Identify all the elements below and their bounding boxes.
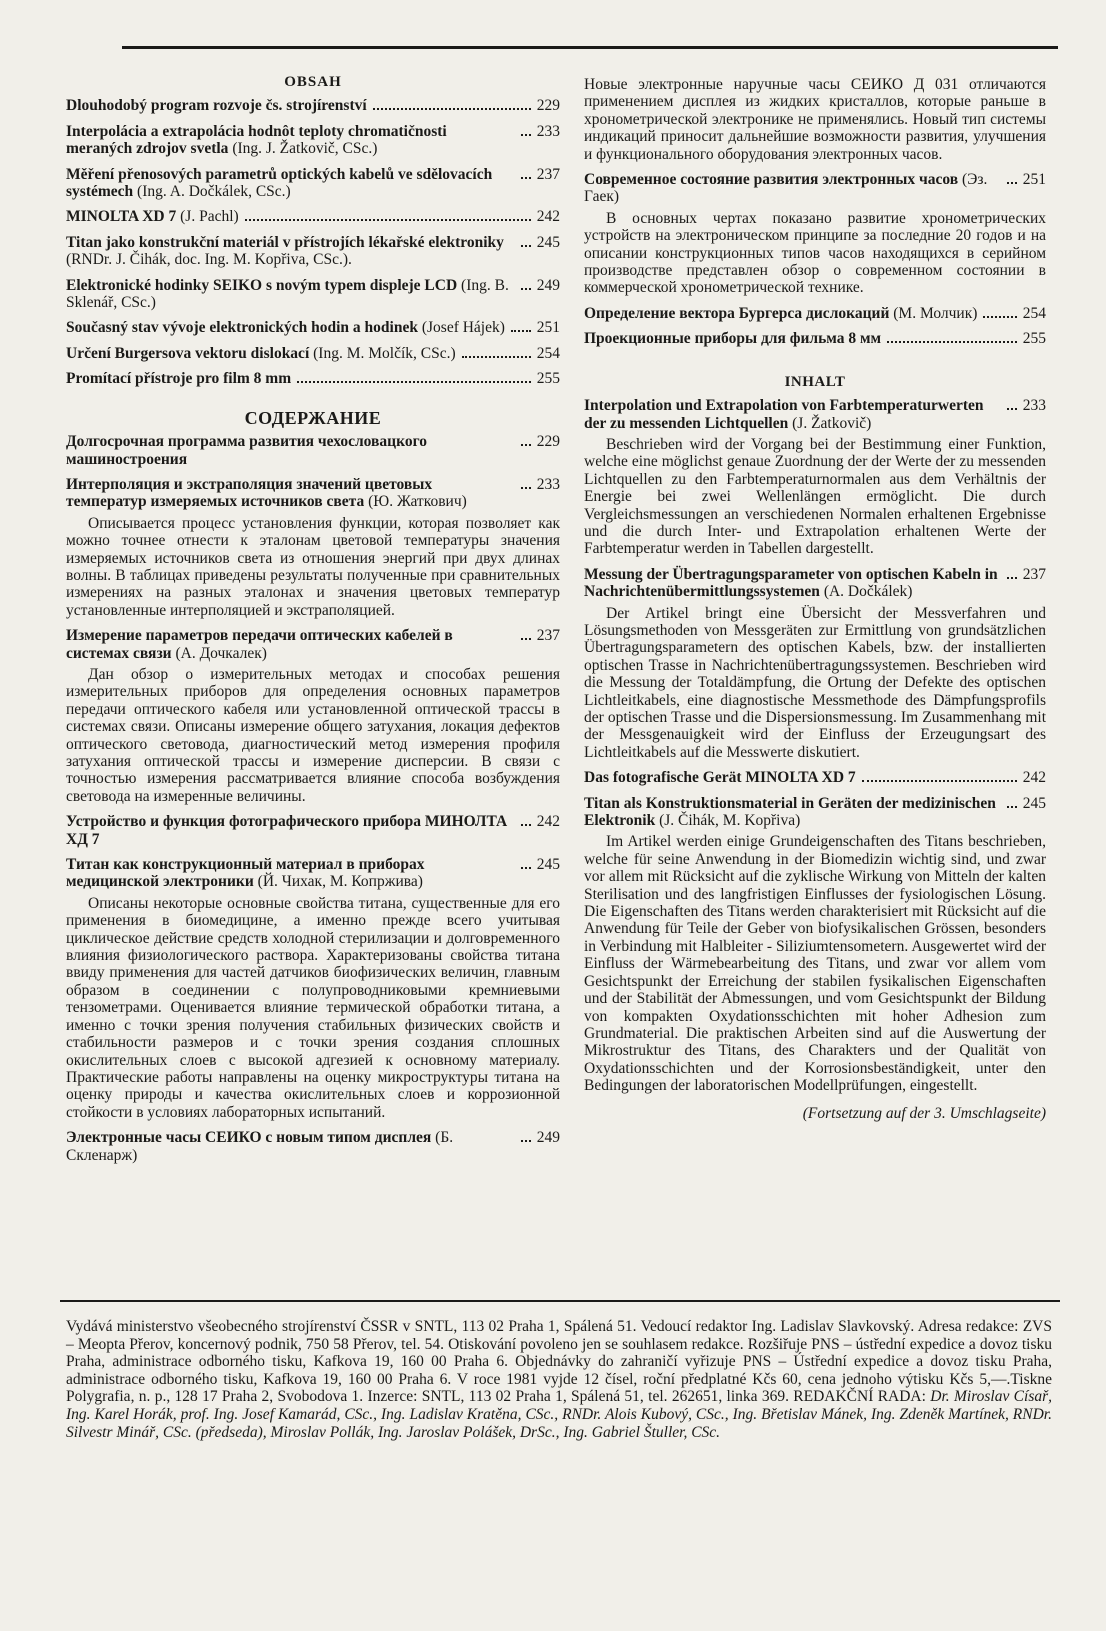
toc-entry <box>66 856 560 1121</box>
inhalt-heading: INHALT <box>784 373 846 390</box>
toc-entry-text <box>66 97 367 114</box>
dot-leader <box>521 824 531 826</box>
continuation-note: (Fortsetzung auf der 3. Umschlagseite) <box>802 1104 1046 1122</box>
toc-entry-abstract: Beschrieben wird der Vorgang bei der Bestimmung einer Funktion, welche eine möglichst genaue Zuordnung der der Werte der zu messenden Lichtquellen zu den Farbtemperaturnormalen aus dem Verhältnis der Energie bei zwei Wellenlängen ermöglicht. Die durch Vergleichsmessungen an verschiedenen Normalen erhaltenen Ergebnisse und die durch Inter- und Extrapolation erhaltenen Werte der Farbtemperatur werden in Tabellen dargestellt. <box>584 435 1046 558</box>
toc-entry-page: 229 <box>536 97 560 115</box>
toc-entry-title: Určení Burgersova vektoru dislokací <box>66 344 310 362</box>
toc-entry-page: 254 <box>536 344 560 362</box>
toc-entry-page: 251 <box>536 319 560 337</box>
toc-entry <box>66 208 560 225</box>
toc-entry-line <box>584 795 1046 830</box>
left-column <box>66 70 560 1172</box>
toc-entry-title: Интерполяция и экстраполяция значений цветовых температур измеряемых источников света <box>66 475 433 511</box>
toc-entry-line <box>66 166 560 201</box>
toc-entry-text <box>584 305 977 322</box>
toc-entry-text <box>584 171 1001 206</box>
toc-entry-title: Проекционные приборы для фильма 8 мм <box>584 330 882 348</box>
toc-entry-page: 245 <box>1022 794 1046 812</box>
toc-entry-abstract: Дан обзор о измерительных методах и способах решения измерительных приборов для определения основных параметров передачи оптического кабеля или установленной оптической трассы в системах связи. Описаны измерение общего затухания, локация дефектов оптического световода, диагностический метод измерения профиля затухания оптической трассы и измерение дисперсии. В связи с точностью измерения рассматривается влияние способа возбуждения световода на измеренные величины. <box>66 665 560 805</box>
ru-continued-list <box>584 171 1046 348</box>
seiko-abstract: Новые электронные наручные часы СЕИКО Д 031 отличаются применением дисплея из жидких кристаллов, которые раньше в хронометрической электронике не применялись. Новый тип системы индикаций приносит дальнейшие возможности развития, улучшения и функционального оборудования электронных часов. <box>584 76 1046 163</box>
editorial-board-label: REDAKČNÍ RADA: <box>793 1388 926 1406</box>
dot-leader <box>511 330 531 332</box>
toc-entry <box>66 123 560 158</box>
dot-leader <box>1007 408 1017 410</box>
inhalt-list <box>584 397 1046 1094</box>
toc-entry-author: (A. Dočkálek) <box>823 583 913 601</box>
toc-entry-page: 233 <box>536 122 560 140</box>
toc-entry <box>66 277 560 312</box>
toc-entry-title: Устройство и функция фотографического прибора МИНОЛТА ХД 7 <box>66 813 508 848</box>
dot-leader <box>521 487 531 489</box>
toc-entry <box>584 397 1046 558</box>
toc-entry-title: Promítací přístroje pro film 8 mm <box>66 370 292 388</box>
dot-leader <box>983 316 1016 318</box>
toc-entry-line <box>584 305 1046 322</box>
toc-entry-title: Interpolation und Extrapolation von Farbtemperaturwerten der zu messenden Lichtquellen <box>584 397 984 432</box>
toc-entry-text <box>584 566 1001 601</box>
toc-entry-page: 249 <box>536 1129 560 1147</box>
toc-entry-text <box>66 234 515 269</box>
toc-entry-page: 254 <box>1022 304 1046 322</box>
toc-entry <box>66 345 560 362</box>
toc-entry <box>584 305 1046 322</box>
toc-entry-author: (Ing. B. Sklenář, CSc.) <box>66 276 509 312</box>
dot-leader <box>887 341 1017 343</box>
toc-entry-text <box>66 813 515 848</box>
toc-entry-line <box>584 566 1046 601</box>
toc-entry <box>584 769 1046 786</box>
imprint <box>66 1318 1052 1441</box>
toc-entry-author: (А. Дочкалек) <box>175 644 267 662</box>
toc-entry-line <box>584 769 1046 786</box>
toc-entry-text <box>66 1129 515 1164</box>
toc-entry-line <box>584 171 1046 206</box>
toc-entry-title: Interpolácia a extrapolácia hodnôt teploty chromatičnosti meraných zdrojov svetla <box>66 122 447 158</box>
dot-leader <box>521 867 531 869</box>
toc-entry <box>66 476 560 619</box>
toc-entry-page: 255 <box>536 370 560 388</box>
toc-entry <box>66 627 560 805</box>
toc-entry <box>66 166 560 201</box>
toc-entry-line <box>584 330 1046 347</box>
toc-entry-title: Měření přenosových parametrů optických kabelů ve sdělovacích systémech <box>66 165 493 201</box>
dot-leader <box>297 381 531 383</box>
toc-entry-title: Messung der Übertragungsparameter von optischen Kabeln in Nachrichtenübermittlungssystemen <box>584 565 998 601</box>
toc-entry-line <box>66 234 560 269</box>
toc-entry-text <box>66 208 239 225</box>
toc-entry-title: Электронные часы СЕИКО с новым типом дисплея <box>66 1129 432 1147</box>
dot-leader <box>1007 806 1017 808</box>
toc-entry-text <box>66 319 505 336</box>
toc-entry-title: Elektronické hodinky SEIKO s novým typem displeje LCD <box>66 276 458 294</box>
obsah-list <box>66 97 560 387</box>
toc-entry <box>584 171 1046 297</box>
toc-entry-page: 245 <box>536 856 560 874</box>
toc-entry-author: (Ing. A. Dočkálek, CSc.) <box>137 183 291 201</box>
toc-entry-text <box>584 795 1001 830</box>
dot-leader <box>521 288 531 290</box>
toc-entry <box>584 330 1046 347</box>
toc-entry <box>66 813 560 848</box>
toc-entry-line <box>66 856 560 891</box>
toc-entry-title: Titan als Konstruktionsmaterial in Geräten der medizinischen Elektronik <box>584 794 996 830</box>
toc-entry-text <box>584 330 881 347</box>
toc-entry-page: 249 <box>536 276 560 294</box>
toc-entry-author: (Ю. Жаткович) <box>368 493 467 511</box>
toc-entry-author: (RNDr. J. Čihák, doc. Ing. M. Kopřiva, CSc.). <box>66 251 352 269</box>
toc-entry-title: Titan jako konstrukční materiál v přístrojích lékařské elektroniky <box>66 233 504 251</box>
toc-entry-author: (J. Pachl) <box>180 208 239 226</box>
toc-entry-author: (Б. Скленарж) <box>66 1129 454 1164</box>
toc-entry-page: 242 <box>536 813 560 831</box>
toc-entry-author: (М. Молчик) <box>893 304 978 322</box>
toc-entry <box>66 370 560 387</box>
toc-entry-text <box>66 345 456 362</box>
toc-entry-page: 251 <box>1022 171 1046 189</box>
dot-leader <box>1007 577 1017 579</box>
dot-leader <box>521 177 531 179</box>
toc-entry-page: 255 <box>1022 330 1046 348</box>
toc-entry-text <box>66 627 515 662</box>
toc-entry-line <box>66 476 560 511</box>
dot-leader <box>521 245 531 247</box>
imprint-text: Vydává ministerstvo všeobecného strojírenství ČSSR v SNTL, 113 02 Praha 1, Spálená 51. Vedoucí redaktor Ing. Ladislav Slavkovský. Adresa redakce: ZVS – Meopta Přerov, koncernový podnik, 750 58 Přerov, tel. 54. Otiskování povoleno jen se souhlasem redakce. Rozšiřuje PNS – ústřední expedice a dovoz tisku Praha, administrace odborného tisku, Kafkova 19, 160 00 Praha 6. Objednávky do zahraničí vyřizuje PNS – Ústřední expedice a dovoz tisku Praha, administrace odborného tisku, Kafkova 19, 160 00 Praha 6. V roce 1981 vyjde 12 čísel, roční předplatné Kčs 60, cena jednoho výtisku Kčs 5,—.Tiskne Polygrafia, n. p., 128 17 Praha 2, Svobodova 1. Inzerce: SNTL, 113 02 Praha 1, Spálená 51, tel. 262651, linka 369. <box>66 1318 1052 1406</box>
toc-entry-page: 242 <box>536 208 560 226</box>
toc-entry-page: 237 <box>536 627 560 645</box>
toc-entry-text <box>66 433 515 468</box>
toc-entry-text <box>66 856 515 891</box>
toc-entry-page: 233 <box>1022 397 1046 415</box>
toc-entry-title: Současný stav vývoje elektronických hodin a hodinek <box>66 319 418 337</box>
toc-entry-page: 233 <box>536 475 560 493</box>
dot-leader <box>521 444 531 446</box>
toc-entry-line <box>584 397 1046 432</box>
toc-entry-author: (J. Žatkovič) <box>792 414 872 432</box>
editorial-board: Dr. Miroslav Císař, Ing. Karel Horák, prof. Ing. Josef Kamarád, CSc., Ing. Ladislav Kratěna, CSc., RNDr. Alois Kubový, CSc., Ing. Břetislav Mánek, Ing. Zdeněk Martínek, RNDr. Silvestr Minář, CSc. (předseda), Miroslav Pollák, Ing. Jaroslav Polášek, DrSc., Ing. Gabriel Štuller, CSc. <box>66 1388 1053 1441</box>
dot-leader <box>373 108 531 110</box>
toc-entry-line <box>66 433 560 468</box>
dot-leader <box>245 219 531 221</box>
toc-entry-title: MINOLTA XD 7 <box>66 208 177 226</box>
toc-entry-line <box>66 319 560 336</box>
toc-entry <box>66 234 560 269</box>
toc-entry-author: (Ing. M. Molčík, CSc.) <box>313 344 456 362</box>
toc-entry-title: Das fotografische Gerät MINOLTA XD 7 <box>584 769 856 787</box>
toc-entry-abstract: Im Artikel werden einige Grundeigenschaften des Titans beschrieben, welche für seine Anwendung in der Biomedizin wichtig sind, und zwar vor allem mit Rücksicht auf die zyklische Wirkung von Mitteln der kalten Sterilisation und des langfristigen Einflusses der fysiologischen Lösung. Die Eigenschaften des Titans werden charakterisiert mit Rücksicht auf die Anwendung für Teile der Geber von biofysikalischen Grössen, besonders in Verbindung mit Halbleiter - Siliziumtensometern. Ausgewertet wird der Einfluss der Wärmebearbeitung des Titans, und zwar vor allem vom Gesichtspunkt der Erreichung der stabilen fysikalischen Eigenschaften und der Stabilität der Abmessungen, und vom Gesichtspunkt der Bildung von kompakten Oxydationsschichten mit hoher Adhesion zum Grundmaterial. Die praktischen Arbeiten sind auf die Auswertung der Mikrostruktur des Titans, des Charakters und der Qualität von Oxydationsschichten und der Korrosionsbeständigkeit, unter den Bedingungen der laboratorischen Modellprüfungen, eingestellt. <box>584 833 1046 1095</box>
toc-entry-line <box>66 277 560 312</box>
toc-entry-abstract: Der Artikel bringt eine Übersicht der Messverfahren und Lösungsmethoden von Messgeräten zur Ermittlung von grundsätzlichen Übertragungsparametern des optischen Kabels, bzw. der installierten optischen Trasse in Nachrichtenübertragungssystemen. Beschrieben wird die Messung der Totaldämpfung, die Ortung der Defekte des optischen Lichtleitkabels, eine diagnostische Messmethode des Dämpfungsprofils der optischen Trasse und die Dispersionsmessung. Im Zusammenhang mit der Messgenauigkeit wird der Einfluss der Erzeugungsart des Lichtleitkabels auf die Messwerte diskutiert. <box>584 604 1046 761</box>
toc-entry <box>66 97 560 114</box>
toc-entry-text <box>66 123 515 158</box>
top-rule <box>122 46 1058 49</box>
toc-entry-title: Современное состояние развития электронных часов <box>584 171 959 189</box>
toc-entry <box>584 795 1046 1095</box>
toc-entry-page: 242 <box>1022 769 1046 787</box>
toc-entry-title: Dlouhodobý program rozvoje čs. strojírenství <box>66 97 367 115</box>
soderzhanie-list <box>66 433 560 1164</box>
dot-leader <box>521 638 531 640</box>
toc-entry-abstract: Описывается процесс установления функции, которая позволяет как можно точнее отнести к эталонам цветовой температуры значения измеряемых источников света из отношения энергий при двух длинах волны. В таблицах приведены результаты полученные при сравнительных измерениях на разных эталонах и значения цветовых температур установленные интерполяцией и экстраполяцией. <box>66 514 560 619</box>
toc-entry-abstract: В основных чертах показано развитие хронометрических устройств на электроническом принципе за последние 20 годов и на описании конструкционных типов часов находящихся в серийном производстве представлен обзор о современном состоянии в коммерческой хронометрической технике. <box>584 209 1046 297</box>
toc-entry-text <box>66 166 515 201</box>
toc-entry-line <box>66 813 560 848</box>
toc-entry-title: Долгосрочная программа развития чехословацкого машиностроения <box>66 433 427 468</box>
toc-entry-page: 229 <box>536 433 560 451</box>
toc-entry <box>66 1129 560 1164</box>
toc-entry-author: (Ing. J. Žatkovič, CSc.) <box>232 140 378 158</box>
toc-entry-line <box>66 345 560 362</box>
toc-entry-line <box>66 208 560 225</box>
obsah-heading: OBSAH <box>284 74 342 90</box>
toc-entry-title: Титан как конструкционный материал в приборах медицинской электроники <box>66 856 425 891</box>
toc-entry-text <box>584 769 856 786</box>
toc-entry-author: (Й. Чихак, М. Копржива) <box>257 873 423 891</box>
toc-entry-line <box>66 123 560 158</box>
dot-leader <box>862 780 1017 782</box>
soderzhanie-heading: СОДЕРЖАНИЕ <box>244 407 382 428</box>
toc-entry <box>66 319 560 336</box>
right-column <box>584 70 1046 1122</box>
toc-entry-author: (Josef Hájek) <box>421 319 505 337</box>
toc-entry <box>66 433 560 468</box>
dot-leader <box>521 134 531 136</box>
toc-entry-text <box>66 277 515 312</box>
dot-leader <box>521 1140 531 1142</box>
toc-entry-page: 237 <box>1022 565 1046 583</box>
toc-entry-line <box>66 627 560 662</box>
toc-entry-line <box>66 370 560 387</box>
toc-entry-line <box>66 1129 560 1164</box>
toc-entry-title: Определение вектора Бургерса дислокаций <box>584 304 890 322</box>
toc-entry-author: (J. Čihák, M. Kopřiva) <box>659 812 801 830</box>
toc-entry <box>584 566 1046 761</box>
toc-entry-author: (Эз. Гаек) <box>584 171 988 206</box>
dot-leader <box>1007 182 1017 184</box>
dot-leader <box>462 356 531 358</box>
toc-entry-text <box>66 370 291 387</box>
toc-entry-abstract: Описаны некоторые основные свойства титана, существенные для его применения в биомедицине, а именно прежде всего учитывая циклическое действие средств холодной стерилизации и долговременного влияния физиологического раствора. Характеризованы свойства титана ввиду применения для частей датчиков биофизических величин, главным образом в соединении с полупроводниковыми кремниевыми тензометрами. Оценивается влияние термической обработки титана, а именно с точки зрения получения стабильных физических свойств и стабильности размеров и с точки зрения создания сплошных окислительных слоев с высокой адгезией к основному материалу. Практические работы направлены на оценку микроструктуры титана на оценку природы и качества окислительных слоев и коррозионной стойкости в условиях лабораторных испытаний. <box>66 894 560 1121</box>
toc-entry-text <box>584 397 1001 432</box>
toc-entry-page: 237 <box>536 165 560 183</box>
toc-entry-line <box>66 97 560 114</box>
toc-entry-title: Измерение параметров передачи оптических кабелей в системах связи <box>66 627 453 662</box>
toc-entry-page: 245 <box>536 233 560 251</box>
toc-entry-text <box>66 476 515 511</box>
bottom-rule <box>60 1300 1060 1302</box>
